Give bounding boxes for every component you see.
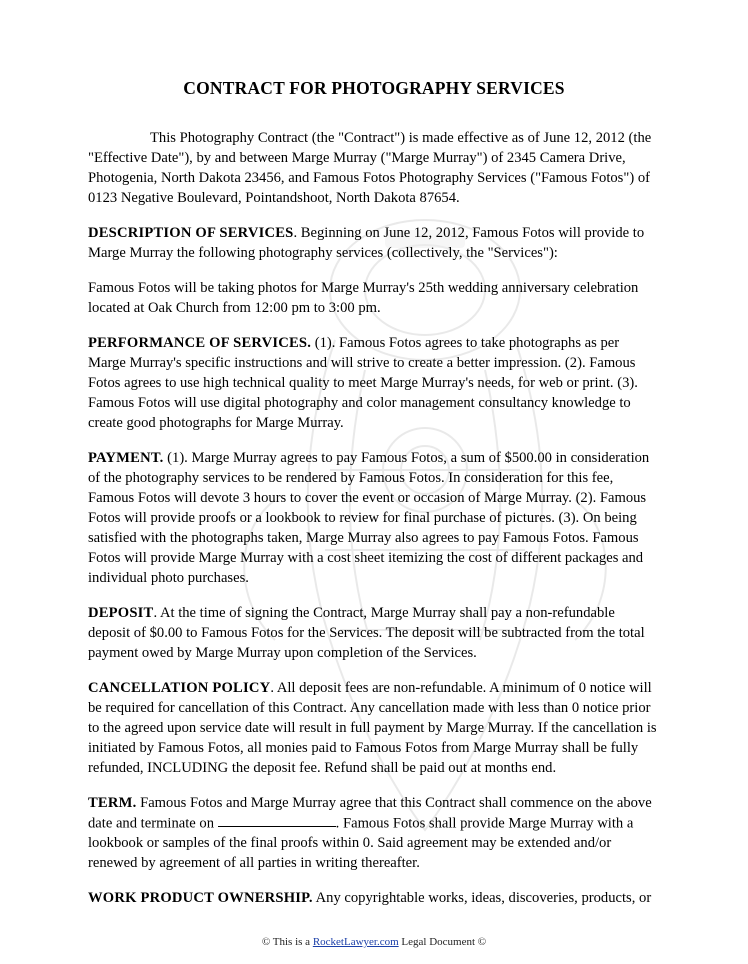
- heading-performance-of-services: PERFORMANCE OF SERVICES.: [88, 334, 312, 351]
- paragraph-performance-of-services-text: (1). Famous Fotos agrees to take photographs as per Marge Murray's specific instructions and will strive to create a better impression. (2). Famous Fotos agrees to use high technical quality to meet Marge Murray's needs, for web or print. (3). Famous Fotos will use digital photography and color management consultancy knowledge to create good photographs for Marge Murray.: [88, 334, 638, 431]
- paragraph-work-product-ownership: [88, 889, 660, 909]
- paragraph-term: [88, 794, 660, 874]
- heading-work-product-ownership: WORK PRODUCT OWNERSHIP.: [88, 889, 313, 906]
- paragraph-deposit: [88, 604, 660, 664]
- footer-prefix: © This is a: [261, 936, 313, 948]
- page-title: CONTRACT FOR PHOTOGRAPHY SERVICES: [183, 78, 565, 98]
- paragraph-performance-of-services: [88, 334, 660, 434]
- footer-suffix: Legal Document ©: [398, 936, 487, 948]
- heading-payment: PAYMENT.: [88, 449, 164, 466]
- paragraph-services-detail-text: Famous Fotos will be taking photos for Marge Murray's 25th wedding anniversary celebration located at Oak Church from 12:00 pm to 3:00 pm.: [88, 279, 639, 316]
- paragraph-intro: [88, 129, 660, 209]
- rocketlawyer-link[interactable]: RocketLawyer.com: [312, 936, 399, 948]
- paragraph-description-of-services-text: . Beginning on June 12, 2012, Famous Fotos will provide to Marge Murray the following photography services (collectively, the "Services"):: [88, 224, 645, 261]
- paragraph-cancellation-policy-text: . All deposit fees are non-refundable. A minimum of 0 notice will be required for cancellation of this Contract. Any cancellation made with less than 0 notice prior to the agreed upon service date will result in full payment by Marge Murray. If the cancellation is initiated by Famous Fotos, all monies paid to Famous Fotos from Marge Murray shall be fully refunded, INCLUDING the deposit fee. Refund shall be paid out at months end.: [88, 679, 657, 776]
- paragraph-intro-text: This Photography Contract (the "Contract") is made effective as of June 12, 2012 (the "Effective Date"), by and between Marge Murray ("Marge Murray") of 2345 Camera Drive, Photogenia, North Dakota 23456, and Famous Fotos Photography Services ("Famous Fotos") of 0123 Negative Boulevard, Pointandshoot, North Dakota 87654.: [88, 130, 652, 206]
- paragraph-services-detail: [88, 279, 660, 319]
- paragraph-term-text-after-blank: . Famous Fotos shall provide Marge Murray with a lookbook or samples of the final proofs within 0. Said agreement may be extended and/or renewed by agreement of all parties in writing thereafter.: [88, 814, 634, 871]
- paragraph-payment-text: (1). Marge Murray agrees to pay Famous Fotos, a sum of $500.00 in consideration of the photography services to be rendered by Famous Fotos. In consideration for this fee, Famous Fotos will devote 3 hours to cover the event or occasion of Marge Murray. (2). Famous Fotos will provide proofs or a lookbook to review for final purchase of pictures. (3). On being satisfied with the photographs taken, Marge Murray also agrees to pay Famous Fotos. Famous Fotos will provide Marge Murray with a cost sheet itemizing the cost of different packages and individual photo purchases.: [88, 449, 650, 586]
- paragraph-work-product-ownership-text: Any copyrightable works, ideas, discoveries, products, or: [312, 889, 652, 906]
- paragraph-payment: [88, 449, 660, 589]
- heading-deposit: DEPOSIT: [88, 604, 154, 621]
- heading-term: TERM.: [88, 794, 137, 811]
- term-date-blank-field[interactable]: [218, 814, 336, 827]
- heading-cancellation-policy: CANCELLATION POLICY: [88, 679, 271, 696]
- heading-description-of-services: DESCRIPTION OF SERVICES: [88, 224, 294, 241]
- paragraph-description-of-services: [88, 224, 660, 264]
- paragraph-term-text-before-blank: Famous Fotos and Marge Murray agree that this Contract shall commence on the above date and terminate on: [88, 794, 652, 831]
- paragraph-deposit-text: . At the time of signing the Contract, Marge Murray shall pay a non-refundable deposit of $0.00 to Famous Fotos for the Services. The deposit will be subtracted from the total payment owed by Marge Murray upon completion of the Services.: [88, 604, 645, 661]
- page-footer: [0, 936, 748, 948]
- paragraph-cancellation-policy: [88, 679, 660, 779]
